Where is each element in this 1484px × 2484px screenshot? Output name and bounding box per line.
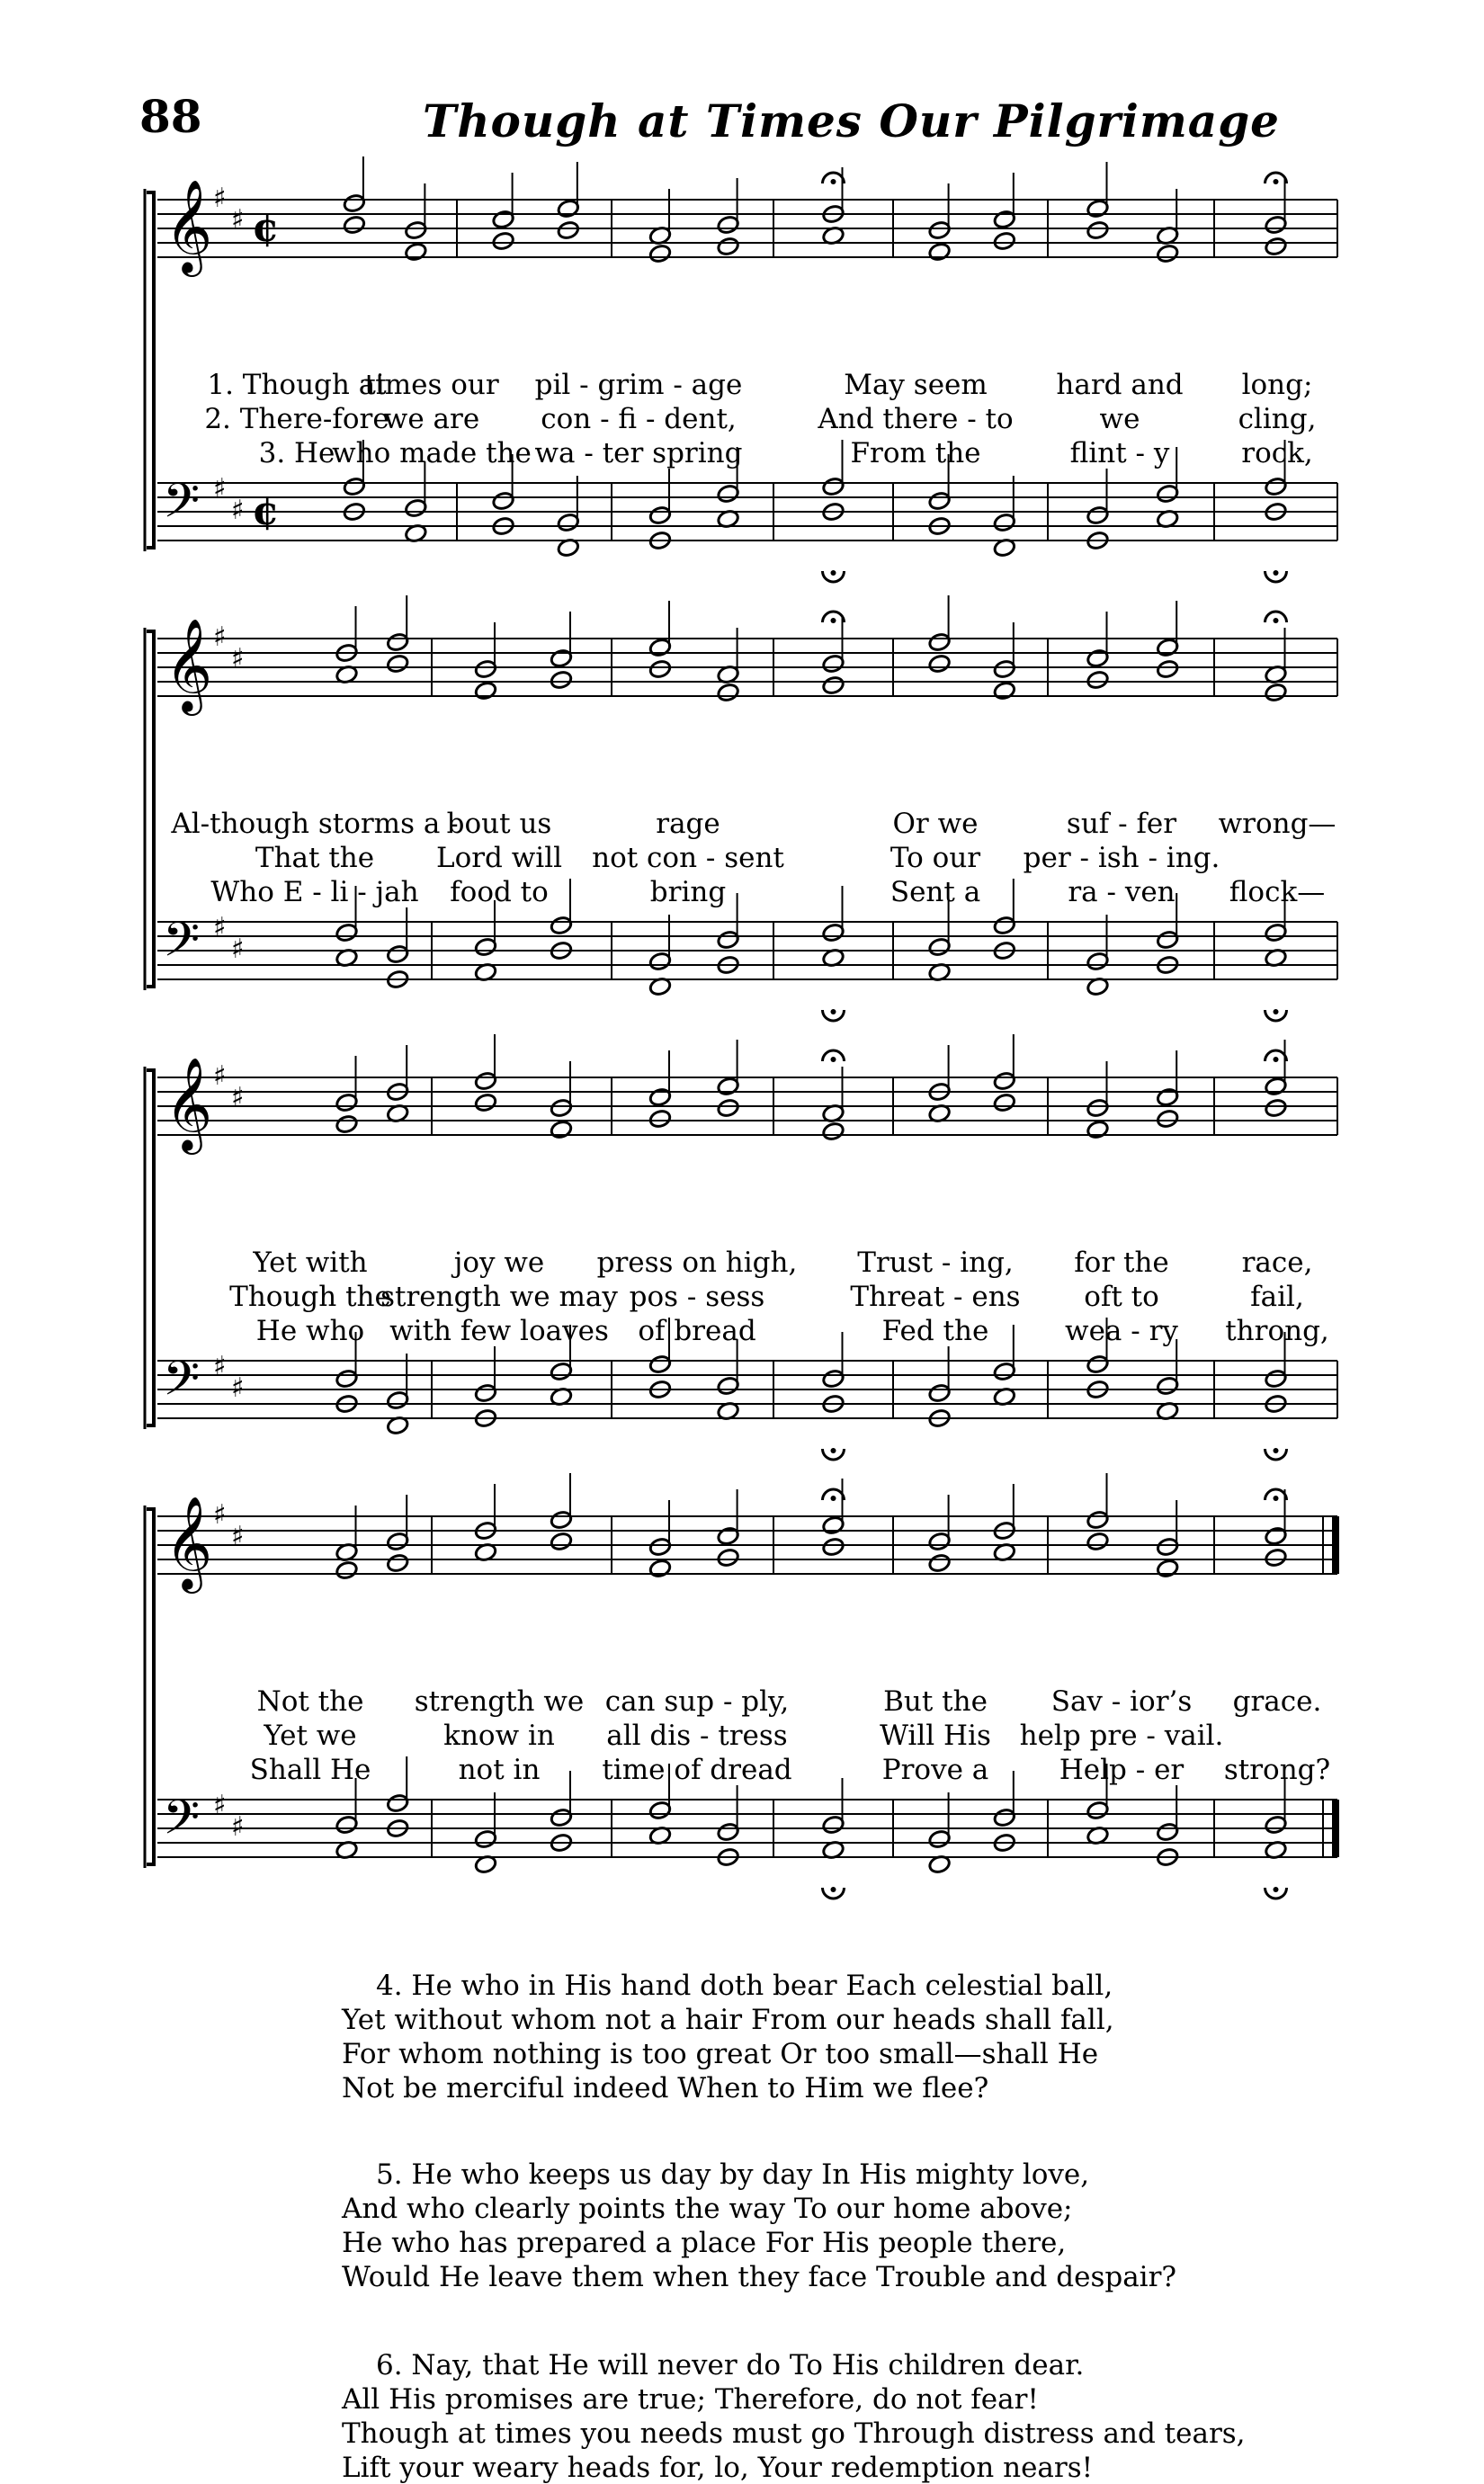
treble-staff — [157, 595, 1337, 716]
treble-staff — [157, 1473, 1339, 1594]
page-number: 88 — [139, 90, 202, 143]
sharp-icon: ♯ — [231, 1082, 245, 1113]
lyric-syllable: time of dread — [602, 1754, 792, 1786]
sharp-icon: ♯ — [213, 183, 227, 214]
sharp-icon: ♯ — [231, 643, 245, 675]
lyric-syllable: But the — [883, 1685, 988, 1718]
hymn-title: Though at Times Our Pilgrimage — [423, 94, 1280, 147]
lyric-syllable: strong? — [1223, 1754, 1331, 1786]
lyric-syllable: of bread — [638, 1315, 756, 1347]
lyric-syllable: Will His — [880, 1720, 991, 1752]
final-barline — [1332, 1516, 1339, 1574]
lyric-syllable: with few loaves — [389, 1315, 609, 1347]
lyric-syllable: flock— — [1229, 876, 1326, 908]
lyric-syllable: not con - sent — [592, 842, 784, 874]
system-bracket — [147, 631, 154, 987]
lyric-syllable: food to — [450, 876, 549, 908]
bass-clef-icon: 𝄢 — [163, 1352, 201, 1418]
lyric-syllable: grace. — [1232, 1685, 1322, 1718]
sharp-icon: ♯ — [213, 473, 227, 505]
lyric-syllable: 3. He — [258, 437, 335, 469]
lyric-syllable: pil - grim - age — [534, 369, 743, 401]
sharp-icon: ♯ — [231, 204, 245, 236]
treble-clef-icon: 𝄞 — [165, 179, 213, 273]
lyric-syllable: long; — [1241, 369, 1313, 401]
lyric-syllable: Sav - ior’s — [1050, 1685, 1193, 1718]
lyric-syllable: not in — [458, 1754, 541, 1786]
lyric-syllable: Yet we — [264, 1720, 357, 1752]
sharp-icon: ♯ — [213, 621, 227, 653]
lyric-syllable: we are — [383, 403, 480, 435]
lyric-syllable: fail, — [1250, 1281, 1304, 1313]
lyric-syllable: May seem — [844, 369, 988, 401]
lyric-syllable: strength we — [414, 1685, 585, 1718]
bass-clef-icon: 𝄢 — [163, 474, 201, 541]
lyric-syllable: 1. Though at — [207, 369, 387, 401]
bass-clef-icon: 𝄢 — [163, 913, 201, 979]
treble-clef-icon: 𝄞 — [165, 1057, 213, 1151]
lyric-syllable: Yet with — [253, 1246, 368, 1279]
verse-line: Though at times you needs must go Through distress and tears, — [342, 2417, 1246, 2450]
lyric-syllable: rock, — [1241, 437, 1313, 469]
sharp-icon: ♯ — [231, 1811, 245, 1843]
verse-line: 6. Nay, that He will never do To His children dear. — [376, 2349, 1085, 2381]
lyric-syllable: bring — [649, 876, 727, 908]
lyric-syllable: Shall He — [249, 1754, 371, 1786]
lyric-syllable: Prove a — [881, 1754, 989, 1786]
lyric-syllable: From the — [850, 437, 981, 469]
lyric-syllable: cling, — [1238, 403, 1317, 435]
lyric-syllable: Sent a — [890, 876, 981, 908]
sharp-icon: ♯ — [213, 1790, 227, 1821]
lyric-syllable: wa - ter spring — [534, 437, 743, 469]
lyric-syllable: we — [1099, 403, 1140, 435]
verse-line: Lift your weary heads for, lo, Your redemption nears! — [342, 2452, 1094, 2484]
lyric-syllable: Who E - li - jah — [210, 876, 419, 908]
sharp-icon: ♯ — [231, 934, 245, 965]
lyric-syllable: wrong— — [1218, 808, 1336, 840]
lyric-syllable: Not the — [256, 1685, 364, 1718]
treble-clef-icon: 𝄞 — [165, 1496, 213, 1590]
lyric-syllable: Though the — [229, 1281, 391, 1313]
bass-clef-icon: 𝄢 — [163, 1791, 201, 1857]
lyric-syllable: Lord will — [435, 842, 563, 874]
lyric-syllable: joy we — [453, 1246, 545, 1279]
treble-staff — [157, 1034, 1337, 1155]
system-bracket — [147, 1070, 154, 1425]
music-system — [145, 1067, 154, 1429]
verse-line: All His promises are true; Therefore, do not fear! — [342, 2383, 1039, 2416]
lyric-syllable: ra - ven — [1068, 876, 1176, 908]
lyric-syllable: can sup - ply, — [604, 1685, 790, 1718]
sharp-icon: ♯ — [213, 912, 227, 943]
treble-clef-icon: 𝄞 — [165, 618, 213, 712]
lyric-syllable: Threat - ens — [850, 1281, 1021, 1313]
lyric-syllable: Trust - ing, — [857, 1246, 1014, 1279]
verse-line: For whom nothing is too great Or too small—shall He — [342, 2038, 1099, 2070]
cut-time-icon: ¢ — [252, 488, 280, 534]
lyric-syllable: race, — [1241, 1246, 1313, 1279]
verse-line: Yet without whom not a hair From our heads shall fall, — [342, 2004, 1114, 2036]
lyric-syllable: rage — [656, 808, 720, 840]
lyric-syllable: He who — [255, 1315, 365, 1347]
verse-line: 5. He who keeps us day by day In His mighty love, — [376, 2158, 1090, 2191]
lyric-syllable: help pre - vail. — [1019, 1720, 1224, 1752]
sharp-icon: ♯ — [213, 1499, 227, 1531]
lyric-syllable: strength we may — [380, 1281, 618, 1313]
lyric-syllable: Al-though storms a - — [171, 808, 459, 840]
lyric-syllable: who made the — [332, 437, 532, 469]
music-system — [145, 1506, 154, 1868]
sharp-icon: ♯ — [231, 495, 245, 526]
lyric-syllable: Help - er — [1059, 1754, 1185, 1786]
lyric-syllable: suf - fer — [1066, 808, 1177, 840]
verse-line: Not be merciful indeed When to Him we flee? — [342, 2072, 989, 2104]
lyric-syllable: bout us — [446, 808, 552, 840]
lyric-syllable: Fed the — [881, 1315, 989, 1347]
lyric-syllable: hard and — [1056, 369, 1184, 401]
verse-line: Would He leave them when they face Trouble and despair? — [342, 2261, 1177, 2293]
verse-line: And who clearly points the way To our home above; — [342, 2193, 1073, 2225]
lyric-syllable: for the — [1074, 1246, 1169, 1279]
music-system — [145, 189, 154, 551]
lyric-syllable: press on high, — [596, 1246, 798, 1279]
treble-staff — [157, 156, 1337, 277]
lyric-syllable: flint - y — [1069, 437, 1170, 469]
cut-time-icon: ¢ — [252, 205, 280, 251]
lyric-syllable: Or we — [892, 808, 979, 840]
lyric-syllable: oft to — [1084, 1281, 1159, 1313]
system-bracket — [147, 1509, 154, 1864]
lyric-syllable: wea - ry — [1065, 1315, 1178, 1347]
lyric-syllable: times our — [364, 369, 499, 401]
sharp-icon: ♯ — [213, 1351, 227, 1382]
lyric-syllable: per - ish - ing. — [1023, 842, 1220, 874]
system-bracket — [147, 192, 154, 548]
lyric-syllable: know in — [443, 1720, 555, 1752]
music-system — [145, 628, 154, 990]
final-barline — [1332, 1800, 1339, 1857]
sharp-icon: ♯ — [213, 1060, 227, 1092]
lyric-syllable: That the — [255, 842, 375, 874]
verse-line: He who has prepared a place For His people there, — [342, 2227, 1067, 2259]
lyric-syllable: all dis - tress — [606, 1720, 788, 1752]
lyric-syllable: 2. There-fore — [204, 403, 389, 435]
sharp-icon: ♯ — [231, 1372, 245, 1404]
lyric-syllable: To our — [890, 842, 981, 874]
lyric-syllable: throng, — [1225, 1315, 1329, 1347]
verse-line: 4. He who in His hand doth bear Each celestial ball, — [376, 1970, 1113, 2002]
sharp-icon: ♯ — [231, 1521, 245, 1552]
lyric-syllable: con - fi - dent, — [541, 403, 737, 435]
lyric-syllable: And there - to — [818, 403, 1014, 435]
lyric-syllable: pos - sess — [629, 1281, 765, 1313]
